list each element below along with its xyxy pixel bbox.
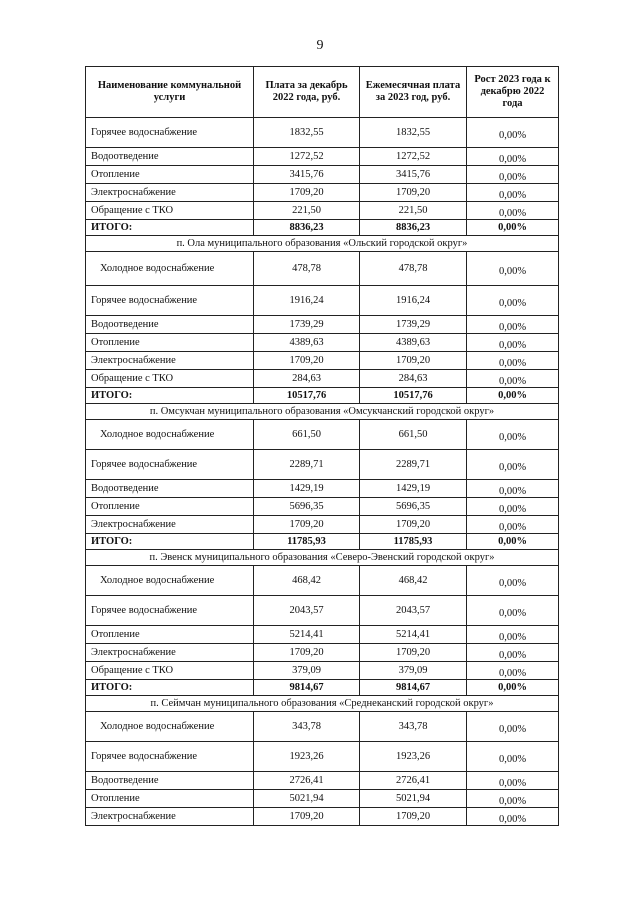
service-name: Электроснабжение: [86, 808, 254, 826]
dec2022-value: 379,09: [254, 662, 360, 680]
total-growth: 0,00%: [467, 388, 559, 404]
monthly2023-value: 1916,24: [360, 286, 467, 316]
service-name: Отопление: [86, 790, 254, 808]
total-label: ИТОГО:: [86, 220, 254, 236]
table-row: [86, 772, 559, 790]
service-name: Электроснабжение: [86, 184, 254, 202]
monthly2023-value: 221,50: [360, 202, 467, 220]
table-row: [86, 626, 559, 644]
tariff-table: [85, 66, 559, 826]
growth-value: 0,00%: [467, 118, 559, 148]
dec2022-value: 1916,24: [254, 286, 360, 316]
growth-value: 0,00%: [467, 516, 559, 534]
service-name: Горячее водоснабжение: [86, 450, 254, 480]
monthly2023-value: 1429,19: [360, 480, 467, 498]
total-row: [86, 534, 559, 550]
growth-value: 0,00%: [467, 202, 559, 220]
dec2022-value: 221,50: [254, 202, 360, 220]
service-name: Отопление: [86, 166, 254, 184]
section-title: п. Омсукчан муниципального образования «Омсукчанский городской округ»: [86, 404, 559, 420]
service-name: Холодное водоснабжение: [86, 566, 254, 596]
table-row: [86, 420, 559, 450]
growth-value: 0,00%: [467, 166, 559, 184]
table-row: [86, 252, 559, 286]
table-row: [86, 596, 559, 626]
dec2022-value: 5021,94: [254, 790, 360, 808]
monthly2023-value: 5021,94: [360, 790, 467, 808]
total-row: [86, 220, 559, 236]
monthly2023-value: 5214,41: [360, 626, 467, 644]
monthly2023-value: 2043,57: [360, 596, 467, 626]
monthly2023-value: 2289,71: [360, 450, 467, 480]
dec2022-value: 1272,52: [254, 148, 360, 166]
service-name: Обращение с ТКО: [86, 202, 254, 220]
table-row: [86, 742, 559, 772]
monthly2023-value: 1739,29: [360, 316, 467, 334]
dec2022-value: 284,63: [254, 370, 360, 388]
monthly2023-value: 1709,20: [360, 644, 467, 662]
table-row: [86, 202, 559, 220]
section-title-row: [86, 550, 559, 566]
growth-value: 0,00%: [467, 712, 559, 742]
table-row: [86, 498, 559, 516]
total-dec2022: 10517,76: [254, 388, 360, 404]
dec2022-value: 5214,41: [254, 626, 360, 644]
dec2022-value: 2289,71: [254, 450, 360, 480]
service-name: Электроснабжение: [86, 352, 254, 370]
table-row: [86, 480, 559, 498]
growth-value: 0,00%: [467, 566, 559, 596]
service-name: Холодное водоснабжение: [86, 252, 254, 286]
monthly2023-value: 1832,55: [360, 118, 467, 148]
service-name: Водоотведение: [86, 316, 254, 334]
table-row: [86, 808, 559, 826]
growth-value: 0,00%: [467, 644, 559, 662]
growth-value: 0,00%: [467, 662, 559, 680]
table-row: [86, 118, 559, 148]
table-row: [86, 516, 559, 534]
header-dec2022: Плата за декабрь 2022 года, руб.: [254, 67, 360, 118]
service-name: Водоотведение: [86, 772, 254, 790]
growth-value: 0,00%: [467, 480, 559, 498]
growth-value: 0,00%: [467, 772, 559, 790]
growth-value: 0,00%: [467, 742, 559, 772]
monthly2023-value: 379,09: [360, 662, 467, 680]
service-name: Обращение с ТКО: [86, 662, 254, 680]
monthly2023-value: 1272,52: [360, 148, 467, 166]
service-name: Обращение с ТКО: [86, 370, 254, 388]
header-growth: Рост 2023 года к декабрю 2022 года: [467, 67, 559, 118]
dec2022-value: 5696,35: [254, 498, 360, 516]
dec2022-value: 1709,20: [254, 352, 360, 370]
total-label: ИТОГО:: [86, 388, 254, 404]
service-name: Водоотведение: [86, 480, 254, 498]
growth-value: 0,00%: [467, 626, 559, 644]
monthly2023-value: 343,78: [360, 712, 467, 742]
dec2022-value: 1709,20: [254, 644, 360, 662]
table-row: [86, 662, 559, 680]
dec2022-value: 1709,20: [254, 184, 360, 202]
dec2022-value: 468,42: [254, 566, 360, 596]
total-monthly2023: 10517,76: [360, 388, 467, 404]
dec2022-value: 343,78: [254, 712, 360, 742]
dec2022-value: 1709,20: [254, 516, 360, 534]
growth-value: 0,00%: [467, 334, 559, 352]
dec2022-value: 478,78: [254, 252, 360, 286]
page-number: 9: [316, 38, 324, 53]
total-dec2022: 11785,93: [254, 534, 360, 550]
dec2022-value: 2043,57: [254, 596, 360, 626]
total-label: ИТОГО:: [86, 534, 254, 550]
monthly2023-value: 468,42: [360, 566, 467, 596]
total-monthly2023: 8836,23: [360, 220, 467, 236]
header-monthly2023: Ежемесячная плата за 2023 год, руб.: [360, 67, 467, 118]
total-growth: 0,00%: [467, 680, 559, 696]
growth-value: 0,00%: [467, 316, 559, 334]
section-title-row: [86, 404, 559, 420]
growth-value: 0,00%: [467, 420, 559, 450]
table-row: [86, 286, 559, 316]
growth-value: 0,00%: [467, 184, 559, 202]
section-title-row: [86, 696, 559, 712]
growth-value: 0,00%: [467, 450, 559, 480]
total-row: [86, 388, 559, 404]
header-service: Наименование коммунальной услуги: [86, 67, 254, 118]
monthly2023-value: 1709,20: [360, 184, 467, 202]
table-row: [86, 370, 559, 388]
total-monthly2023: 9814,67: [360, 680, 467, 696]
service-name: Электроснабжение: [86, 516, 254, 534]
monthly2023-value: 1709,20: [360, 808, 467, 826]
dec2022-value: 1832,55: [254, 118, 360, 148]
service-name: Холодное водоснабжение: [86, 420, 254, 450]
growth-value: 0,00%: [467, 370, 559, 388]
total-label: ИТОГО:: [86, 680, 254, 696]
service-name: Горячее водоснабжение: [86, 118, 254, 148]
dec2022-value: 1429,19: [254, 480, 360, 498]
table-row: [86, 712, 559, 742]
table-row: [86, 352, 559, 370]
growth-value: 0,00%: [467, 286, 559, 316]
service-name: Горячее водоснабжение: [86, 742, 254, 772]
service-name: Горячее водоснабжение: [86, 286, 254, 316]
table-row: [86, 790, 559, 808]
growth-value: 0,00%: [467, 808, 559, 826]
growth-value: 0,00%: [467, 352, 559, 370]
monthly2023-value: 5696,35: [360, 498, 467, 516]
monthly2023-value: 661,50: [360, 420, 467, 450]
service-name: Отопление: [86, 334, 254, 352]
table-row: [86, 184, 559, 202]
growth-value: 0,00%: [467, 252, 559, 286]
service-name: Электроснабжение: [86, 644, 254, 662]
total-row: [86, 680, 559, 696]
growth-value: 0,00%: [467, 790, 559, 808]
service-name: Отопление: [86, 498, 254, 516]
monthly2023-value: 1923,26: [360, 742, 467, 772]
table-row: [86, 450, 559, 480]
dec2022-value: 1709,20: [254, 808, 360, 826]
service-name: Водоотведение: [86, 148, 254, 166]
table-row: [86, 644, 559, 662]
table-row: [86, 148, 559, 166]
growth-value: 0,00%: [467, 596, 559, 626]
monthly2023-value: 2726,41: [360, 772, 467, 790]
service-name: Отопление: [86, 626, 254, 644]
dec2022-value: 4389,63: [254, 334, 360, 352]
service-name: Холодное водоснабжение: [86, 712, 254, 742]
dec2022-value: 661,50: [254, 420, 360, 450]
table-row: [86, 316, 559, 334]
dec2022-value: 2726,41: [254, 772, 360, 790]
monthly2023-value: 478,78: [360, 252, 467, 286]
table-body: [86, 118, 559, 826]
table-row: [86, 166, 559, 184]
monthly2023-value: 1709,20: [360, 516, 467, 534]
growth-value: 0,00%: [467, 498, 559, 516]
total-monthly2023: 11785,93: [360, 534, 467, 550]
monthly2023-value: 4389,63: [360, 334, 467, 352]
monthly2023-value: 3415,76: [360, 166, 467, 184]
total-growth: 0,00%: [467, 534, 559, 550]
total-dec2022: 8836,23: [254, 220, 360, 236]
table-header-row: [86, 67, 559, 118]
total-growth: 0,00%: [467, 220, 559, 236]
monthly2023-value: 1709,20: [360, 352, 467, 370]
section-title-row: [86, 236, 559, 252]
section-title: п. Сеймчан муниципального образования «Среднеканский городской округ»: [86, 696, 559, 712]
monthly2023-value: 284,63: [360, 370, 467, 388]
growth-value: 0,00%: [467, 148, 559, 166]
dec2022-value: 1923,26: [254, 742, 360, 772]
dec2022-value: 1739,29: [254, 316, 360, 334]
service-name: Горячее водоснабжение: [86, 596, 254, 626]
section-title: п. Ола муниципального образования «Ольский городской округ»: [86, 236, 559, 252]
dec2022-value: 3415,76: [254, 166, 360, 184]
total-dec2022: 9814,67: [254, 680, 360, 696]
section-title: п. Эвенск муниципального образования «Северо-Эвенский городской округ»: [86, 550, 559, 566]
table-row: [86, 334, 559, 352]
table-row: [86, 566, 559, 596]
